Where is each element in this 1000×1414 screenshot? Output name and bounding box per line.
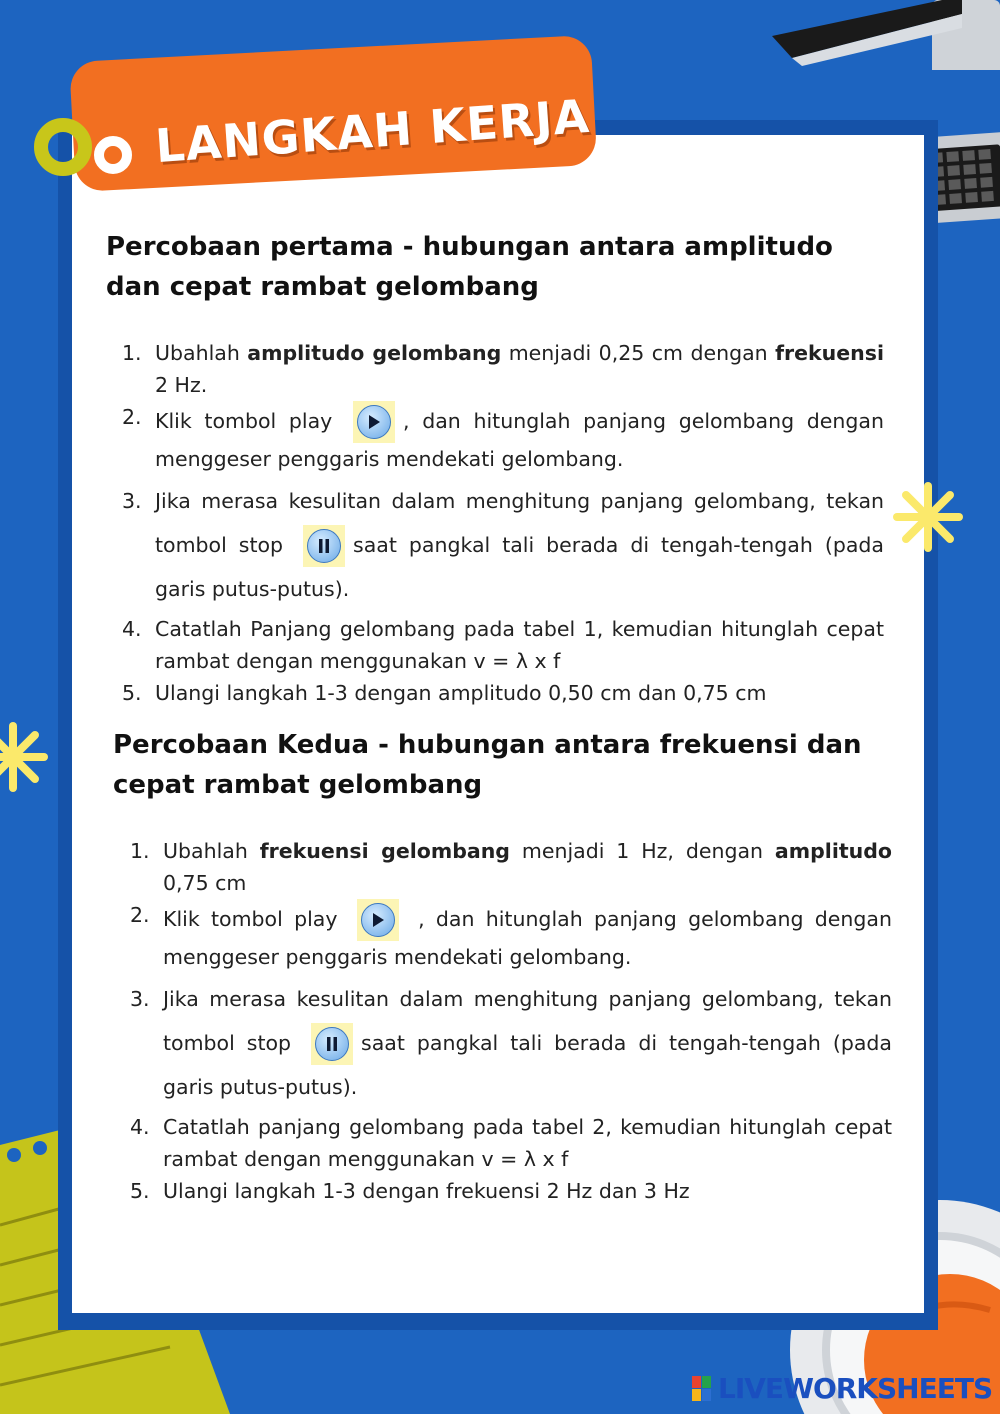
pause-button-icon — [311, 1023, 353, 1065]
section1-title — [106, 227, 833, 307]
section1-steps — [122, 337, 884, 709]
play-button-icon — [357, 899, 399, 941]
liveworksheets-brand[interactable]: LIVEWORKSHEETS — [718, 1372, 993, 1405]
ring-icon — [34, 118, 92, 176]
list-item: 5. Ulangi langkah 1-3 dengan amplitudo 0,50 cm dan 0,75 cm — [122, 681, 767, 705]
section1-title-line2: dan cepat rambat gelombang — [106, 272, 539, 302]
pause-button-icon — [303, 525, 345, 567]
list-item: 3. Jika merasa kesulitan dalam menghitung panjang gelombang, tekan tombol stop saat pangkal tali berada di tengah-tengah (pada garis putus-putus). — [130, 987, 892, 1099]
list-item: 4. Catatlah Panjang gelombang pada tabel 1, kemudian hitunglah cepat rambat dengan menggunakan v = λ x f — [122, 617, 884, 673]
section1-title-line1: Percobaan pertama - hubungan antara amplitudo — [106, 232, 833, 262]
liveworksheets-logo-icon — [692, 1376, 712, 1402]
list-item: 4. Catatlah panjang gelombang pada tabel 2, kemudian hitunglah cepat rambat dengan menggunakan v = λ x f — [130, 1115, 892, 1171]
section2-title — [113, 725, 862, 805]
section2-title-line1: Percobaan Kedua - hubungan antara frekuensi dan — [113, 730, 862, 760]
section2-title-line2: cepat rambat gelombang — [113, 770, 483, 800]
sunburst-icon — [0, 722, 48, 792]
list-item: 1. Ubahlah amplitudo gelombang menjadi 0,25 cm dengan frekuensi 2 Hz. — [122, 341, 884, 397]
section2-steps — [130, 835, 892, 1207]
monitor-decoration — [772, 0, 1000, 70]
sunburst-icon — [893, 482, 963, 552]
list-item: 2. Klik tombol play , dan hitunglah panjang gelombang dengan menggeser penggaris mendekati gelombang. — [122, 401, 884, 475]
page-title: LANGKAH KERJA — [153, 88, 592, 174]
list-item: 3. Jika merasa kesulitan dalam menghitung panjang gelombang, tekan tombol stop saat pangkal tali berada di tengah-tengah (pada garis putus-putus). — [122, 489, 884, 601]
list-item: 2. Klik tombol play , dan hitunglah panjang gelombang dengan menggeser penggaris mendekati gelombang. — [130, 899, 892, 973]
ring-hole-icon — [94, 136, 132, 174]
list-item: 5. Ulangi langkah 1-3 dengan frekuensi 2 Hz dan 3 Hz — [130, 1179, 690, 1203]
play-button-icon — [353, 401, 395, 443]
list-item: 1. Ubahlah frekuensi gelombang menjadi 1 Hz, dengan amplitudo 0,75 cm — [130, 839, 892, 895]
